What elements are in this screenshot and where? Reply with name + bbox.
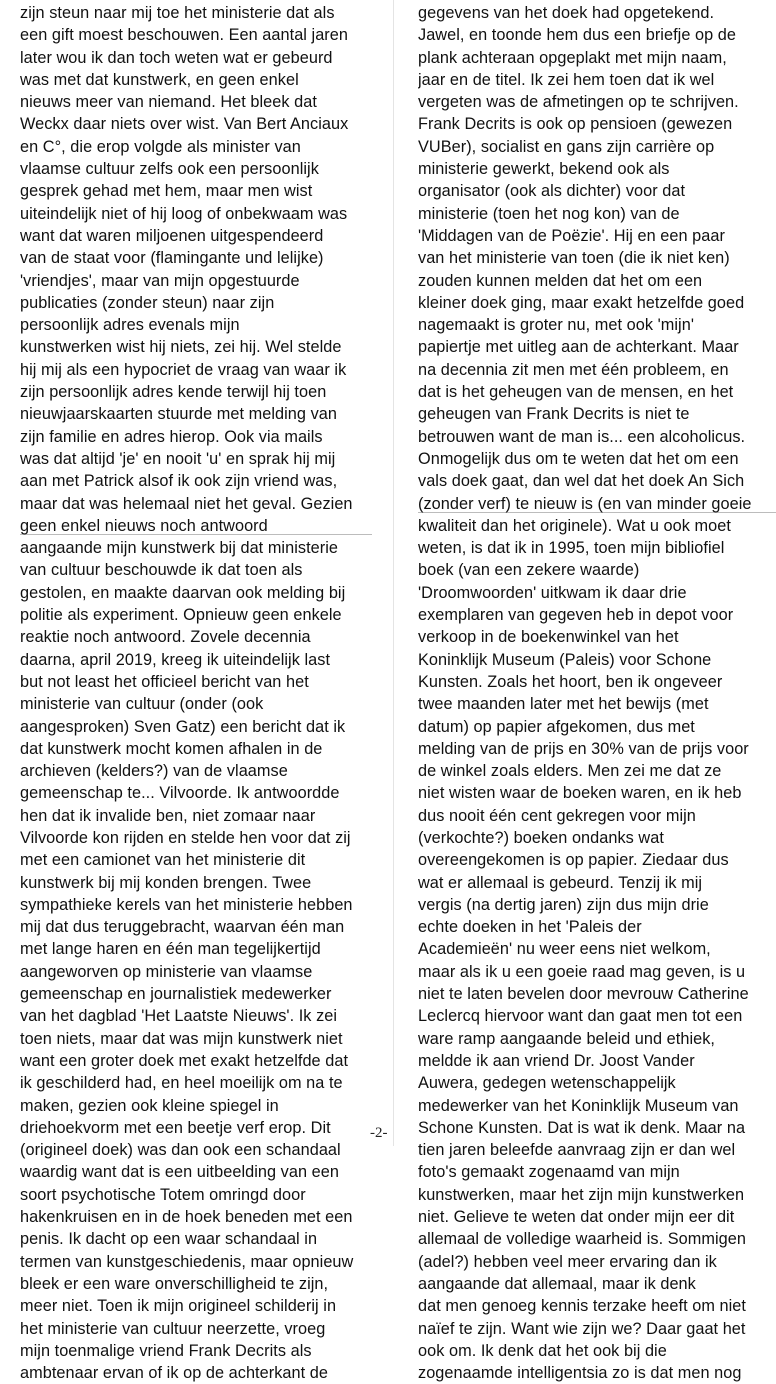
text-line: was dat altijd 'je' en nooit 'u' en sprak hij mij	[20, 449, 336, 468]
text-line: ware ramp aangaande beleid und ethiek,	[418, 1029, 715, 1048]
text-line: gesprek gehad met hem, maar men wist	[20, 182, 313, 201]
text-line: dat is het geheugen van de mensen, en het	[418, 383, 734, 402]
text-line: Onmogelijk dus om te weten dat het om een	[418, 449, 739, 468]
text-line: was met dat kunstwerk, en geen enkel	[20, 70, 299, 89]
text-line: reaktie noch antwoord. Zovele decennia	[20, 628, 311, 647]
text-line: vals doek gaat, dan wel dat het doek An Sich	[418, 472, 745, 491]
text-line: zijn familie en adres hierop. Ook via mails	[20, 427, 323, 446]
text-line: verkoop in de boekenwinkel van het	[418, 628, 679, 647]
left-text-column	[20, 2, 372, 1384]
text-line: en C°, die erop volgde als minister van	[20, 137, 301, 156]
text-line: soort psychotische Totem omringd door	[20, 1185, 306, 1204]
text-line: gemeenschap te... Vilvoorde. Ik antwoordde	[20, 784, 340, 803]
text-line: 'Droomwoorden' uitkwam ik daar drie	[418, 583, 687, 602]
page-number: -2-	[370, 1125, 388, 1141]
text-line: kwaliteit dan het originele). Wat u ook moet	[418, 516, 731, 535]
text-line: overeengekomen is op papier. Ziedaar dus	[418, 851, 729, 870]
text-line: archieven (kelders?) van de vlaamse	[20, 762, 288, 781]
text-line: niet te laten bevelen door mevrouw Catherine	[418, 985, 749, 1004]
text-line: Schone Kunsten. Dat is wat ik denk. Maar na	[418, 1118, 746, 1137]
text-line: van het dagblad 'Het Laatste Nieuws'. Ik zei	[20, 1007, 338, 1026]
text-line: weten, is dat ik in 1995, toen mijn bibliofiel	[418, 539, 725, 558]
text-line: waardig want dat is een uitbeelding van een	[20, 1163, 339, 1182]
text-line: Jawel, en toonde hem dus een briefje op de	[418, 26, 736, 45]
text-line: betrouwen want de man is... een alcoholicus.	[418, 427, 746, 446]
text-line: gemeenschap en journalistiek medewerker	[20, 985, 332, 1004]
text-line: twee maanden later met het bewijs (met	[418, 695, 709, 714]
text-line: Frank Decrits is ook op pensioen (gewezen	[418, 115, 733, 134]
text-line: Weckx daar niets over wist. Van Bert Anciaux	[20, 115, 349, 134]
text-line: mij dat dus teruggebracht, waarvan één man	[20, 918, 345, 937]
text-line: maken, gezien ook kleine spiegel in	[20, 1096, 279, 1115]
text-line: papiertje met uitleg aan de achterkant. Maar	[418, 338, 739, 357]
text-line: van het ministerie van toen (die ik niet ken)	[418, 249, 730, 268]
text-line: de winkel zoals elders. Men zei me dat ze	[418, 762, 722, 781]
text-line: vlaamse cultuur zelfs ook een persoonlijk	[20, 160, 319, 179]
text-line: nagemaakt is groter nu, met ook 'mijn'	[418, 316, 694, 335]
text-line: ministerie van cultuur (onder (ook	[20, 695, 264, 714]
text-line: (origineel doek) was dan ook een schandaal	[20, 1141, 341, 1160]
text-line: van cultuur beschouwde ik dat toen als	[20, 561, 303, 580]
text-line: hakenkruisen en in de hoek beneden met een	[20, 1208, 353, 1227]
text-line: plank achteraan opgeplakt met mijn naam,	[418, 48, 727, 67]
text-line: hen dat ik invalide ben, niet zomaar naar	[20, 806, 316, 825]
text-line: zouden kunnen melden dat het om een	[418, 271, 703, 290]
text-line: (zonder verf) te nieuw is (en van minder goeie	[418, 494, 752, 513]
text-line: zijn steun naar mij toe het ministerie dat als	[20, 4, 335, 22]
text-line: van de staat voor (flamingante und lelijke)	[20, 249, 324, 268]
text-line: aan met Patrick alsof ik ook zijn vriend was,	[20, 472, 338, 491]
text-line: gegevens van het doek had opgetekend.	[418, 4, 715, 22]
text-line: toen niets, maar dat was mijn kunstwerk niet	[20, 1029, 343, 1048]
text-line: gestolen, en maakte daarvan ook melding bij	[20, 583, 346, 602]
text-line: sympathieke kerels van het ministerie hebben	[20, 895, 353, 914]
text-line: want dat waren miljoenen uitgespendeerd	[20, 226, 324, 245]
text-line: kleiner doek ging, maar exakt hetzelfde goed	[418, 293, 745, 312]
text-line: VUBer), socialist en gans zijn carrière op	[418, 137, 715, 156]
text-line: vergeten was de afmetingen op te schrijven.	[418, 93, 739, 112]
text-line: meldde ik aan vriend Dr. Joost Vander	[418, 1051, 695, 1070]
text-line: ministerie gewerkt, bekend ook als	[418, 160, 670, 179]
text-line: Auwera, gedegen wetenschappelijk	[418, 1074, 676, 1093]
text-line: kunstwerken wist hij niets, zei hij. Wel stelde	[20, 338, 342, 357]
text-line: exemplaren van gegeven heb in depot voor	[418, 606, 734, 625]
text-line: geen enkel nieuws noch antwoord	[20, 516, 268, 535]
text-line: bleek er een ware onverschilligheid te zijn,	[20, 1274, 329, 1293]
text-line: kunstwerk bij mij konden brengen. Twee	[20, 873, 312, 892]
text-line: medewerker van het Koninklijk Museum van	[418, 1096, 739, 1115]
text-line: geheugen van Frank Decrits is niet te	[418, 405, 690, 424]
text-line: (adel?) hebben veel meer ervaring dan ik	[418, 1252, 717, 1271]
text-line: niet wisten waar de boeken waren, en ik heb	[418, 784, 742, 803]
text-line: daarna, april 2019, kreeg ik uiteindelijk last	[20, 650, 331, 669]
text-line: aangaande mijn kunstwerk bij dat ministerie	[20, 539, 338, 558]
text-line: later wou ik dan toch weten wat er gebeurd	[20, 48, 333, 67]
text-line: Koninklijk Museum (Paleis) voor Schone	[418, 650, 712, 669]
text-line: hij mij als een hypocriet de vraag van waar ik	[20, 360, 347, 379]
text-line: nieuws meer van niemand. Het bleek dat	[20, 93, 317, 112]
text-line: vergis (na dertig jaren) zijn dus mijn drie	[418, 895, 709, 914]
text-line: meer niet. Toen ik mijn origineel schilderij in	[20, 1297, 337, 1316]
text-line: Vilvoorde kon rijden en stelde hen voor dat zij	[20, 828, 351, 847]
text-line: persoonlijk adres evenals mijn	[20, 316, 240, 335]
text-line: dat kunstwerk mocht komen afhalen in de	[20, 739, 323, 758]
text-line: maar dat was helemaal niet het geval. Gezien	[20, 494, 353, 513]
text-line: boek (van een zekere waarde)	[418, 561, 640, 580]
text-line: ook om. Ik denk dat het ook bij die	[418, 1341, 667, 1360]
text-line: publicaties (zonder steun) naar zijn	[20, 293, 275, 312]
text-line: ambtenaar ervan of ik op de achterkant de	[20, 1364, 328, 1383]
text-line: 'vriendjes', maar van mijn opgestuurde	[20, 271, 300, 290]
text-line: maar als ik u een goeie raad mag geven, is u	[418, 962, 746, 981]
text-line: want een groter doek met exakt hetzelfde dat	[20, 1051, 349, 1070]
text-line: uiteindelijk niet of hij loog of onbekwaam was	[20, 204, 348, 223]
text-line: aangeworven op ministerie van vlaamse	[20, 962, 313, 981]
text-line: mijn toenmalige vriend Frank Decrits als	[20, 1341, 312, 1360]
text-line: ministerie (toen het nog kon) van de	[418, 204, 680, 223]
text-line: jaar en de titel. Ik zei hem toen dat ik wel	[418, 70, 715, 89]
text-line: dus nooit één cent gekregen voor mijn	[418, 806, 696, 825]
text-line: tien jaren beleefde aanvraag zijn er dan wel	[418, 1141, 736, 1160]
text-line: allemaal de volledige waarheid is. Sommigen	[418, 1230, 746, 1249]
text-line: politie als experiment. Opnieuw geen enkele	[20, 606, 342, 625]
right-text-column	[418, 2, 776, 1384]
text-line: 'Middagen van de Poëzie'. Hij en een paar	[418, 226, 725, 245]
text-line: Leclercq hiervoor want dan gaat men tot een	[418, 1007, 743, 1026]
text-line: organisator (ook als dichter) voor dat	[418, 182, 686, 201]
text-line: aangaande dat allemaal, maar ik denk	[418, 1274, 696, 1293]
text-line: termen van kunstgeschiedenis, maar opnieuw	[20, 1252, 354, 1271]
text-line: een gift moest beschouwen. Een aantal jaren	[20, 26, 348, 45]
text-line: wat er allemaal is gebeurd. Tenzij ik mij	[418, 873, 703, 892]
text-line: echte doeken in het 'Paleis der	[418, 918, 642, 937]
text-line: zogenaamde intelligentsia zo is dat men nog	[418, 1364, 742, 1383]
text-line: naïef te zijn. Want wie zijn we? Daar gaat het	[418, 1319, 746, 1338]
text-line: Academieën' nu weer eens niet welkom,	[418, 940, 711, 959]
text-line: melding van de prijs en 30% van de prijs voor	[418, 739, 749, 758]
text-line: nieuwjaarskaarten stuurde met melding van	[20, 405, 337, 424]
text-line: ik geschilderd had, en heel moeilijk om na te	[20, 1074, 343, 1093]
text-line: na decennia zit men met één probleem, en	[418, 360, 729, 379]
text-line: datum) op papier afgekomen, dus met	[418, 717, 695, 736]
text-line: aangesproken) Sven Gatz) een bericht dat ik	[20, 717, 346, 736]
text-line: Kunsten. Zoals het hoort, ben ik ongeveer	[418, 672, 723, 691]
text-line: penis. Ik dacht op een waar schandaal in	[20, 1230, 318, 1249]
text-line: kunstwerken, maar het zijn mijn kunstwerken	[418, 1185, 745, 1204]
column-divider	[393, 0, 394, 1146]
text-line: het ministerie van cultuur neerzette, vroeg	[20, 1319, 326, 1338]
text-line: (verkochte?) boeken ondanks wat	[418, 828, 664, 847]
text-line: dat men genoeg kennis terzake heeft om niet	[418, 1297, 746, 1316]
text-line: foto's gemaakt zogenaamd van mijn	[418, 1163, 680, 1182]
text-line: met lange haren en één man tegelijkertijd	[20, 940, 321, 959]
text-line: zijn persoonlijk adres kende terwijl hij toen	[20, 383, 327, 402]
text-line: but not least het officieel bericht van het	[20, 672, 309, 691]
text-line: niet. Gelieve te weten dat onder mijn eer dit	[418, 1208, 735, 1227]
text-line: driehoekvorm met een beetje verf erop. Dit	[20, 1118, 331, 1137]
text-line: met een camionet van het ministerie dit	[20, 851, 306, 870]
